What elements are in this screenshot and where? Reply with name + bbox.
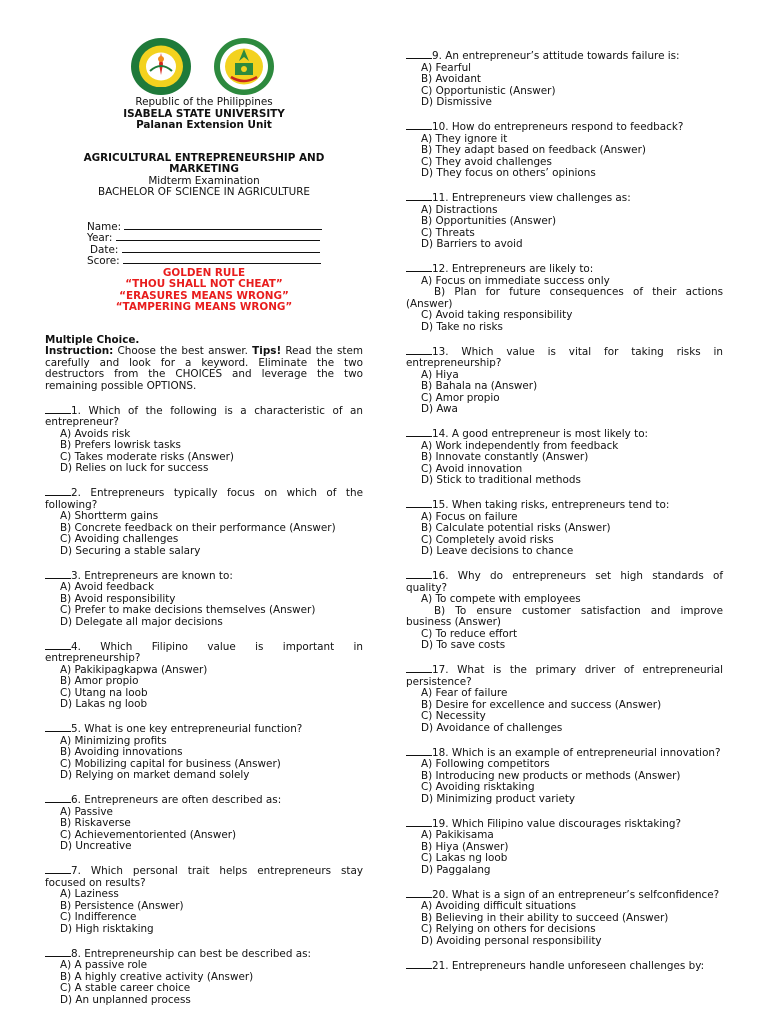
question-stem-text: 5. What is one key entrepreneurial function?: [71, 723, 303, 735]
answer-option[interactable]: D) Take no risks: [421, 320, 503, 333]
answer-option[interactable]: B) Avoiding innovations: [60, 746, 183, 758]
year-field[interactable]: [87, 231, 363, 243]
date-label: Date:: [90, 243, 119, 256]
answer-option[interactable]: C) Achievementoriented (Answer): [60, 828, 237, 841]
question-stem-text: 21. Entrepreneurs handle unforeseen challenges by:: [432, 959, 705, 972]
answer-option[interactable]: C) Lakas ng loob: [421, 852, 508, 864]
answer-blank[interactable]: [406, 498, 432, 508]
date-line[interactable]: [122, 243, 320, 253]
republic-line: Republic of the Philippines: [135, 96, 273, 108]
question-stem-text: 12. Entrepreneurs are likely to:: [432, 263, 594, 275]
answer-option[interactable]: C) A stable career choice: [60, 982, 191, 994]
answer-option[interactable]: B) Hiya (Answer): [421, 840, 509, 853]
answer-option[interactable]: A) Minimizing profits: [60, 734, 167, 747]
answer-option[interactable]: D) Paggalang: [421, 863, 491, 876]
answer-option[interactable]: B) Introducing new products or methods (Answer): [421, 769, 681, 782]
score-line[interactable]: [123, 254, 321, 264]
question-stem-text: 11. Entrepreneurs view challenges as:: [432, 192, 631, 204]
answer-option[interactable]: D) Avoiding personal responsibility: [421, 934, 602, 947]
answer-option[interactable]: C) Prefer to make decisions themselves (Answer): [60, 604, 316, 616]
question-6: [45, 793, 363, 853]
answer-option[interactable]: C) Completely avoid risks: [421, 533, 554, 546]
year-line[interactable]: [116, 231, 320, 241]
instruction-text: [45, 346, 363, 392]
left-column: [45, 37, 363, 1006]
answer-option[interactable]: D) Uncreative: [60, 840, 132, 852]
answer-option[interactable]: A) Work independently from feedback: [421, 439, 619, 452]
instruction-part-2: Read the stem carefully and look for a keyword. Eliminate the two destructors from the CHOICES and leverage the two remaining possible OPTIONS.: [45, 345, 363, 392]
logo-row: [45, 37, 363, 96]
question-stem: [45, 640, 363, 665]
question-17: [406, 663, 723, 734]
answer-option[interactable]: D) Dismissive: [421, 96, 492, 108]
question-18: [406, 746, 723, 806]
question-12: [406, 262, 723, 333]
question-stem: [406, 746, 723, 760]
question-stem-text: 14. A good entrepreneur is most likely to:: [432, 428, 649, 440]
answer-blank[interactable]: [406, 345, 432, 355]
answer-option[interactable]: A) Focus on failure: [421, 510, 518, 523]
answer-option[interactable]: B) They adapt based on feedback (Answer): [421, 144, 646, 156]
answer-option[interactable]: B) Opportunities (Answer): [421, 215, 557, 227]
answer-option[interactable]: A) Shortterm gains: [60, 510, 159, 522]
question-19: [406, 817, 723, 877]
program-name: BACHELOR OF SCIENCE IN AGRICULTURE: [98, 186, 310, 198]
answer-blank[interactable]: [45, 864, 71, 874]
answer-option[interactable]: A) Hiya: [421, 368, 459, 381]
question-stem: [45, 569, 363, 583]
answer-option[interactable]: A) Focus on immediate success only: [421, 274, 610, 287]
answer-option[interactable]: D) Stick to traditional methods: [421, 474, 581, 486]
question-stem: [45, 722, 363, 736]
answer-blank[interactable]: [406, 427, 432, 437]
answer-option[interactable]: D) Lakas ng loob: [60, 698, 148, 710]
date-field[interactable]: [87, 243, 363, 255]
agriculture-college-seal-icon: [213, 37, 275, 96]
left-question-list: [45, 404, 363, 1007]
name-label: Name:: [87, 220, 122, 233]
question-1: [45, 404, 363, 475]
question-7: [45, 864, 363, 935]
question-stem: [45, 793, 363, 807]
answer-blank[interactable]: [45, 486, 71, 496]
answer-blank[interactable]: [406, 959, 432, 969]
student-info-fields: [87, 220, 363, 266]
question-9: [406, 49, 723, 109]
answer-option[interactable]: C) Avoid innovation: [421, 462, 523, 475]
question-stem: [406, 959, 723, 973]
answer-blank[interactable]: [406, 191, 432, 201]
answer-blank[interactable]: [45, 569, 71, 579]
question-stem: [406, 663, 723, 688]
question-stem: [406, 49, 723, 63]
answer-blank[interactable]: [45, 640, 71, 650]
question-3: [45, 569, 363, 629]
golden-rule-line-2: “ERASURES MEANS WRONG”: [119, 289, 289, 302]
score-label: Score:: [87, 255, 120, 267]
question-14: [406, 427, 723, 487]
question-stem-text: 3. Entrepreneurs are known to:: [71, 569, 233, 582]
answer-option[interactable]: A) Fear of failure: [421, 687, 508, 699]
question-21: [406, 959, 723, 973]
question-stem: [406, 569, 723, 594]
question-stem: [406, 191, 723, 205]
golden-rule-line-1: “THOU SHALL NOT CHEAT”: [125, 278, 283, 290]
answer-option[interactable]: C) Utang na loob: [60, 686, 148, 699]
question-stem: [406, 120, 723, 134]
answer-blank[interactable]: [406, 262, 432, 272]
golden-rule-line-3: “TAMPERING MEANS WRONG”: [115, 301, 293, 313]
question-13: [406, 345, 723, 416]
question-stem-text: 19. Which Filipino value discourages risktaking?: [432, 817, 681, 830]
question-stem: [406, 498, 723, 512]
answer-blank[interactable]: [406, 120, 432, 130]
instruction-label: Instruction:: [45, 345, 114, 357]
answer-option[interactable]: C) Amor propio: [421, 391, 500, 404]
answer-blank[interactable]: [45, 793, 71, 803]
answer-option[interactable]: D) An unplanned process: [60, 993, 191, 1006]
year-label: Year:: [87, 232, 113, 244]
answer-option[interactable]: D) Awa: [421, 403, 458, 415]
answer-option[interactable]: B) Concrete feedback on their performance (Answer): [60, 521, 336, 534]
answer-option[interactable]: B) Calculate potential risks (Answer): [421, 522, 611, 534]
section-title: Multiple Choice.: [45, 333, 140, 346]
campus-name: Palanan Extension Unit: [136, 119, 272, 131]
question-stem-text: 15. When taking risks, entrepreneurs tend to:: [432, 499, 670, 511]
answer-option[interactable]: D) They focus on others’ opinions: [421, 167, 596, 179]
answer-option[interactable]: B) Prefers lowrisk tasks: [60, 439, 181, 451]
question-stem-text: 6. Entrepreneurs are often described as:: [71, 794, 282, 806]
question-stem-text: 16. Why do entrepreneurs set high standards of quality?: [406, 570, 723, 594]
answer-option[interactable]: B) Bahala na (Answer): [421, 380, 538, 392]
question-15: [406, 498, 723, 558]
answer-blank[interactable]: [45, 722, 71, 732]
tips-label: Tips!: [252, 345, 282, 357]
question-stem: [406, 345, 723, 370]
isabela-state-university-seal-icon: [130, 37, 192, 96]
question-stem-text: 2. Entrepreneurs typically focus on which of the following?: [45, 487, 363, 511]
exam-type: Midterm Examination: [148, 174, 260, 187]
question-4: [45, 640, 363, 711]
question-stem: [406, 427, 723, 441]
answer-blank[interactable]: [406, 49, 432, 59]
answer-blank[interactable]: [406, 663, 432, 673]
question-stem-text: 4. Which Filipino value is important in entrepreneurship?: [45, 640, 363, 664]
question-16: [406, 569, 723, 652]
answer-option[interactable]: A) Following competitors: [421, 758, 550, 770]
answer-option[interactable]: A) Laziness: [60, 888, 119, 900]
answer-option[interactable]: C) Relying on others for decisions: [421, 923, 596, 935]
answer-option[interactable]: A) A passive role: [60, 959, 148, 971]
question-11: [406, 191, 723, 251]
question-stem: [45, 404, 363, 429]
question-stem-text: 7. Which personal trait helps entrepreneurs stay focused on results?: [45, 865, 363, 889]
answer-option[interactable]: D) High risktaking: [60, 922, 154, 935]
golden-rule-title: GOLDEN RULE: [162, 266, 246, 279]
answer-blank[interactable]: [406, 569, 432, 579]
course-title: AGRICULTURAL ENTREPRENEURSHIP AND MARKETING: [83, 151, 325, 175]
answer-option[interactable]: D) Leave decisions to chance: [421, 545, 574, 557]
answer-option[interactable]: B) Amor propio: [60, 675, 139, 687]
answer-blank[interactable]: [406, 817, 432, 827]
answer-option[interactable]: D) Barriers to avoid: [421, 238, 523, 250]
answer-option[interactable]: C) They avoid challenges: [421, 155, 552, 168]
question-stem-text: 8. Entrepreneurship can best be described as:: [71, 947, 312, 960]
question-stem: [45, 486, 363, 511]
score-field[interactable]: [87, 254, 363, 266]
answer-option[interactable]: C) Opportunistic (Answer): [421, 84, 556, 97]
question-stem: [406, 888, 723, 902]
answer-option[interactable]: C) Indifference: [60, 911, 137, 923]
answer-option[interactable]: B) Persistence (Answer): [60, 899, 184, 912]
answer-option[interactable]: A) Avoids risk: [60, 427, 131, 440]
question-2: [45, 486, 363, 557]
answer-option[interactable]: A) Passive: [60, 805, 113, 818]
university-name: ISABELA STATE UNIVERSITY: [123, 107, 285, 120]
answer-option[interactable]: D) Delegate all major decisions: [60, 615, 223, 628]
right-question-list: [406, 49, 723, 972]
answer-option[interactable]: B) A highly creative activity (Answer): [60, 970, 254, 983]
answer-option[interactable]: C) Avoid taking responsibility: [421, 309, 573, 321]
answer-option[interactable]: D) Relying on market demand solely: [60, 769, 250, 781]
question-stem-text: 9. An entrepreneur’s attitude towards failure is:: [432, 50, 680, 62]
question-stem-text: 10. How do entrepreneurs respond to feedback?: [432, 121, 684, 133]
name-line[interactable]: [124, 220, 322, 230]
answer-option[interactable]: B) To ensure customer satisfaction and improve business (Answer): [406, 604, 723, 628]
answer-blank[interactable]: [45, 404, 71, 414]
answer-option[interactable]: A) They ignore it: [421, 132, 508, 145]
question-stem-text: 17. What is the primary driver of entrepreneurial persistence?: [406, 664, 723, 688]
answer-option[interactable]: D) Securing a stable salary: [60, 544, 201, 557]
answer-option[interactable]: D) Avoidance of challenges: [421, 721, 563, 734]
question-stem-text: 20. What is a sign of an entrepreneur’s selfconfidence?: [432, 888, 720, 901]
question-stem-text: 1. Which of the following is a characteristic of an entrepreneur?: [45, 404, 363, 428]
answer-option[interactable]: C) Necessity: [421, 710, 486, 722]
question-stem-text: 13. Which value is vital for taking risks in entrepreneurship?: [406, 345, 723, 369]
answer-option[interactable]: B) Innovate constantly (Answer): [421, 451, 589, 463]
answer-option[interactable]: B) Avoid responsibility: [60, 592, 176, 605]
answer-blank[interactable]: [406, 746, 432, 756]
answer-option[interactable]: C) Mobilizing capital for business (Answer): [60, 757, 281, 770]
question-stem: [406, 262, 723, 276]
question-stem: [406, 817, 723, 831]
answer-option[interactable]: A) Avoid feedback: [60, 581, 154, 593]
answer-option[interactable]: C) Threats: [421, 226, 475, 239]
question-stem: [45, 947, 363, 961]
question-stem-text: 18. Which is an example of entrepreneurial innovation?: [432, 746, 721, 759]
question-5: [45, 722, 363, 782]
answer-option[interactable]: C) Avoiding risktaking: [421, 781, 535, 793]
question-stem: [45, 864, 363, 889]
answer-option[interactable]: A) Fearful: [421, 61, 472, 74]
answer-option[interactable]: C) To reduce effort: [421, 627, 518, 640]
answer-option[interactable]: B) Believing in their ability to succeed (Answer): [421, 911, 669, 924]
question-8: [45, 947, 363, 1007]
answer-option[interactable]: A) Pakikipagkapwa (Answer): [60, 663, 208, 676]
right-column: [406, 49, 723, 972]
answer-option[interactable]: A) To compete with employees: [421, 593, 581, 605]
question-20: [406, 888, 723, 948]
answer-option[interactable]: B) Riskaverse: [60, 817, 131, 829]
answer-option[interactable]: C) Avoiding challenges: [60, 533, 179, 545]
answer-option[interactable]: D) Minimizing product variety: [421, 792, 576, 805]
answer-option[interactable]: B) Plan for future consequences of their actions (Answer): [406, 286, 723, 310]
answer-option[interactable]: A) Distractions: [421, 203, 498, 216]
golden-rule: [45, 268, 363, 314]
name-field[interactable]: [87, 220, 363, 232]
answer-blank[interactable]: [45, 947, 71, 957]
answer-option[interactable]: A) Pakikisama: [421, 829, 494, 841]
answer-option[interactable]: B) Avoidant: [421, 73, 481, 85]
instruction-part-1: Choose the best answer.: [113, 345, 253, 357]
answer-blank[interactable]: [406, 888, 432, 898]
institution-header: [45, 97, 363, 132]
answer-option[interactable]: D) To save costs: [421, 639, 506, 651]
answer-option[interactable]: D) Relies on luck for success: [60, 462, 209, 474]
question-10: [406, 120, 723, 180]
answer-option[interactable]: C) Takes moderate risks (Answer): [60, 450, 234, 463]
answer-option[interactable]: A) Avoiding difficult situations: [421, 900, 577, 912]
answer-option[interactable]: B) Desire for excellence and success (Answer): [421, 698, 662, 711]
